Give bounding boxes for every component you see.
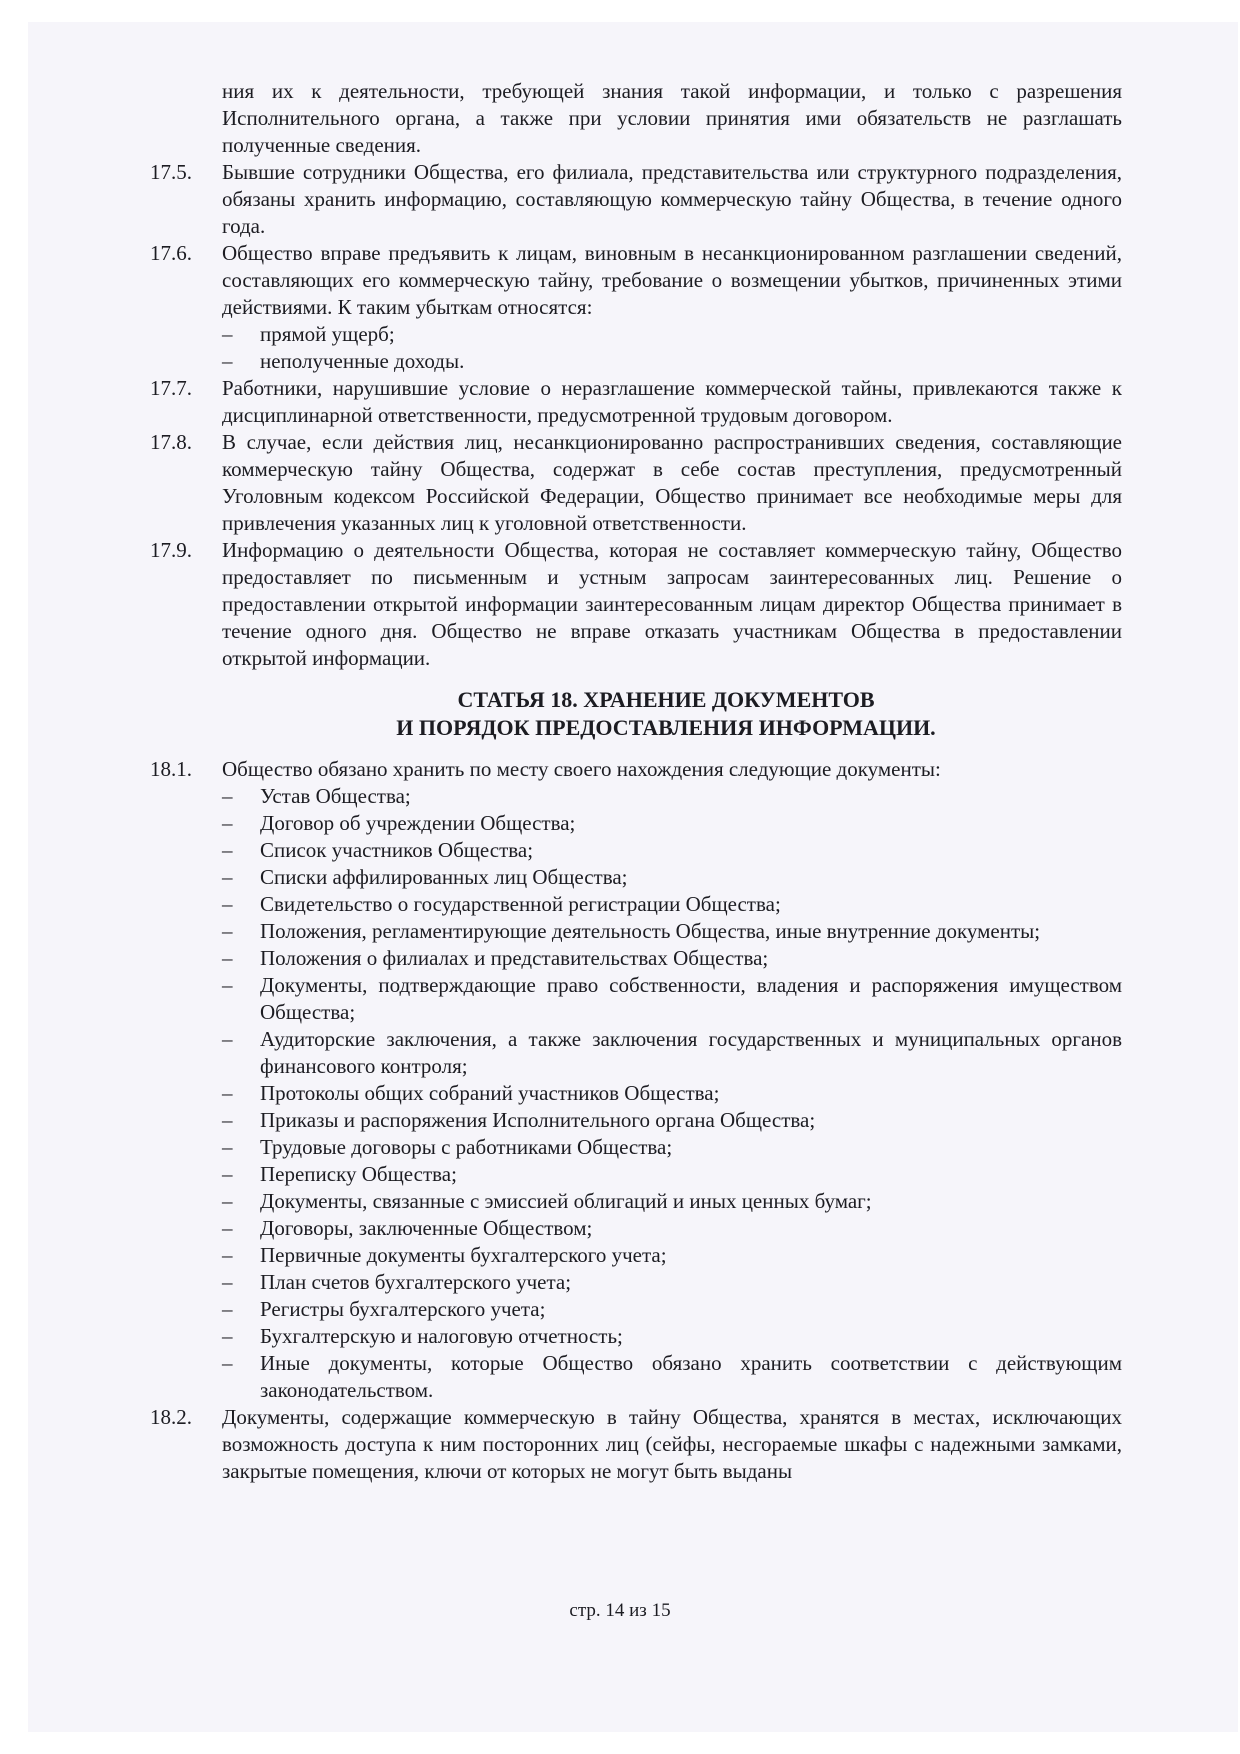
list-item-text: Регистры бухгалтерского учета; (260, 1297, 546, 1321)
document-body (150, 78, 1122, 1485)
list-item-text: Приказы и распоряжения Исполнительного органа Общества; (260, 1108, 816, 1132)
list-item-text: Список участников Общества; (260, 838, 534, 862)
dash-bullet: – (222, 1108, 233, 1132)
list-item-text: неполученные доходы. (260, 349, 465, 373)
list-item-text: Аудиторские заключения, а также заключения государственных и муниципальных органов финансового контроля; (260, 1027, 1122, 1078)
dash-bullet: – (222, 1135, 233, 1159)
article-heading (150, 686, 1122, 742)
clause-number: 17.6. (150, 241, 192, 265)
clause-text: Бывшие сотрудники Общества, его филиала, представительства или структурного подразделения, обязаны хранить информацию, составляющую коммерческую тайну Общества, в течение одного года. (222, 160, 1122, 238)
dash-bullet: – (222, 1081, 233, 1105)
clause-number: 18.1. (150, 757, 192, 781)
heading-line-2: И ПОРЯДОК ПРЕДОСТАВЛЕНИЯ ИНФОРМАЦИИ. (396, 715, 936, 740)
list-item (150, 1296, 1122, 1323)
list-item (150, 918, 1122, 945)
list-item (150, 945, 1122, 972)
list-item (150, 1134, 1122, 1161)
dash-bullet: – (222, 1351, 233, 1375)
list-item (150, 1215, 1122, 1242)
clause-17-6 (150, 240, 1122, 321)
dash-bullet: – (222, 1027, 233, 1051)
list-item-text: прямой ущерб; (260, 322, 395, 346)
dash-bullet: – (222, 946, 233, 970)
list-item-text: Документы, связанные с эмиссией облигаций и иных ценных бумаг; (260, 1189, 872, 1213)
clause-text: В случае, если действия лиц, несанкционированно распространивших сведения, составляющие коммерческую тайну Общества, содержат в себе состав преступления, предусмотренный Уголовным кодексом Российской Федерации, Общество принимает все необходимые меры для привлечения указанных лиц к уголовной ответственности. (222, 430, 1122, 535)
clause-text: Работники, нарушившие условие о неразглашение коммерческой тайны, привлекаются также к дисциплинарной ответственности, предусмотренной трудовым договором. (222, 376, 1122, 427)
page-number: стр. 14 из 15 (569, 1600, 671, 1621)
clause-number: 17.9. (150, 538, 192, 562)
clause-number: 18.2. (150, 1405, 192, 1429)
list-item (150, 1107, 1122, 1134)
clause-text: Общество вправе предъявить к лицам, виновным в несанкционированном разглашении сведений, составляющих его коммерческую тайну, требование о возмещении убытков, причиненных этими действиями. К таким убыткам относятся: (222, 241, 1122, 319)
list-item (150, 1269, 1122, 1296)
list-item (150, 837, 1122, 864)
dash-bullet: – (222, 1324, 233, 1348)
dash-bullet: – (222, 811, 233, 835)
list-item (150, 1323, 1122, 1350)
list-item-text: Бухгалтерскую и налоговую отчетность; (260, 1324, 623, 1348)
dash-bullet: – (222, 1162, 233, 1186)
list-item-text: Устав Общества; (260, 784, 411, 808)
heading-line-1: СТАТЬЯ 18. ХРАНЕНИЕ ДОКУМЕНТОВ (457, 687, 875, 712)
list-item (150, 783, 1122, 810)
clause-number: 17.8. (150, 430, 192, 454)
list-item-text: Документы, подтверждающие право собственности, владения и распоряжения имуществом Общества; (260, 973, 1122, 1024)
clause-17-8 (150, 429, 1122, 537)
clause-text: Общество обязано хранить по месту своего нахождения следующие документы: (222, 757, 941, 781)
list-item (150, 1080, 1122, 1107)
list-item (150, 972, 1122, 1026)
dash-bullet: – (222, 322, 233, 346)
list-item-text: Первичные документы бухгалтерского учета; (260, 1243, 667, 1267)
list-item-text: Положения, регламентирующие деятельность Общества, иные внутренние документы; (260, 919, 1041, 943)
dash-bullet: – (222, 1216, 233, 1240)
list-item (150, 1188, 1122, 1215)
dash-bullet: – (222, 865, 233, 889)
list-item (150, 891, 1122, 918)
list-item (150, 1161, 1122, 1188)
dash-bullet: – (222, 1270, 233, 1294)
dash-bullet: – (222, 349, 233, 373)
dash-bullet: – (222, 784, 233, 808)
clause-17-5 (150, 159, 1122, 240)
dash-bullet: – (222, 1189, 233, 1213)
list-item-text: Положения о филиалах и представительствах Общества; (260, 946, 769, 970)
list-item-text: Протоколы общих собраний участников Общества; (260, 1081, 720, 1105)
list-item (150, 864, 1122, 891)
dash-bullet: – (222, 919, 233, 943)
list-item (150, 1242, 1122, 1269)
list-item-text: Договоры, заключенные Обществом; (260, 1216, 593, 1240)
clause-17-7 (150, 375, 1122, 429)
list-item-text: Списки аффилированных лиц Общества; (260, 865, 628, 889)
clause-text: Документы, содержащие коммерческую в тайну Общества, хранятся в местах, исключающих возможность доступа к ним посторонних лиц (сейфы, несгораемые шкафы с надежными замками, закрытые помещения, ключи от которых не могут быть выданы (222, 1405, 1122, 1483)
list-item (150, 1026, 1122, 1080)
list-item-text: Переписку Общества; (260, 1162, 457, 1186)
clause-text: Информацию о деятельности Общества, которая не составляет коммерческую тайну, Общество предоставляет по письменным и устным запросам заинтересованных лиц. Решение о предоставлении открытой информации заинтересованным лицам директор Общества принимает в течение одного дня. Общество не вправе отказать участникам Общества в предоставлении открытой информации. (222, 538, 1122, 670)
dash-bullet: – (222, 1243, 233, 1267)
list-item-text: Иные документы, которые Общество обязано хранить соответствии с действующим законодательством. (260, 1351, 1122, 1402)
dash-bullet: – (222, 973, 233, 997)
list-item-text: Трудовые договоры с работниками Общества; (260, 1135, 673, 1159)
list-item-text: Договор об учреждении Общества; (260, 811, 576, 835)
documents-list (150, 783, 1122, 1404)
continuation-text: ния их к деятельности, требующей знания такой информации, и только с разрешения Исполнительного органа, а также при условии принятия ими обязательств не разглашать полученные сведения. (222, 79, 1122, 157)
clause-17-9 (150, 537, 1122, 672)
clause-18-1 (150, 756, 1122, 783)
list-item (150, 810, 1122, 837)
dash-bullet: – (222, 1297, 233, 1321)
dash-bullet: – (222, 892, 233, 916)
list-item-text: Свидетельство о государственной регистрации Общества; (260, 892, 781, 916)
dash-bullet: – (222, 838, 233, 862)
clause-number: 17.7. (150, 376, 192, 400)
list-item (150, 348, 1122, 375)
clause-number: 17.5. (150, 160, 192, 184)
list-item (150, 1350, 1122, 1404)
list-item (150, 321, 1122, 348)
clause-18-2 (150, 1404, 1122, 1485)
list-item-text: План счетов бухгалтерского учета; (260, 1270, 572, 1294)
